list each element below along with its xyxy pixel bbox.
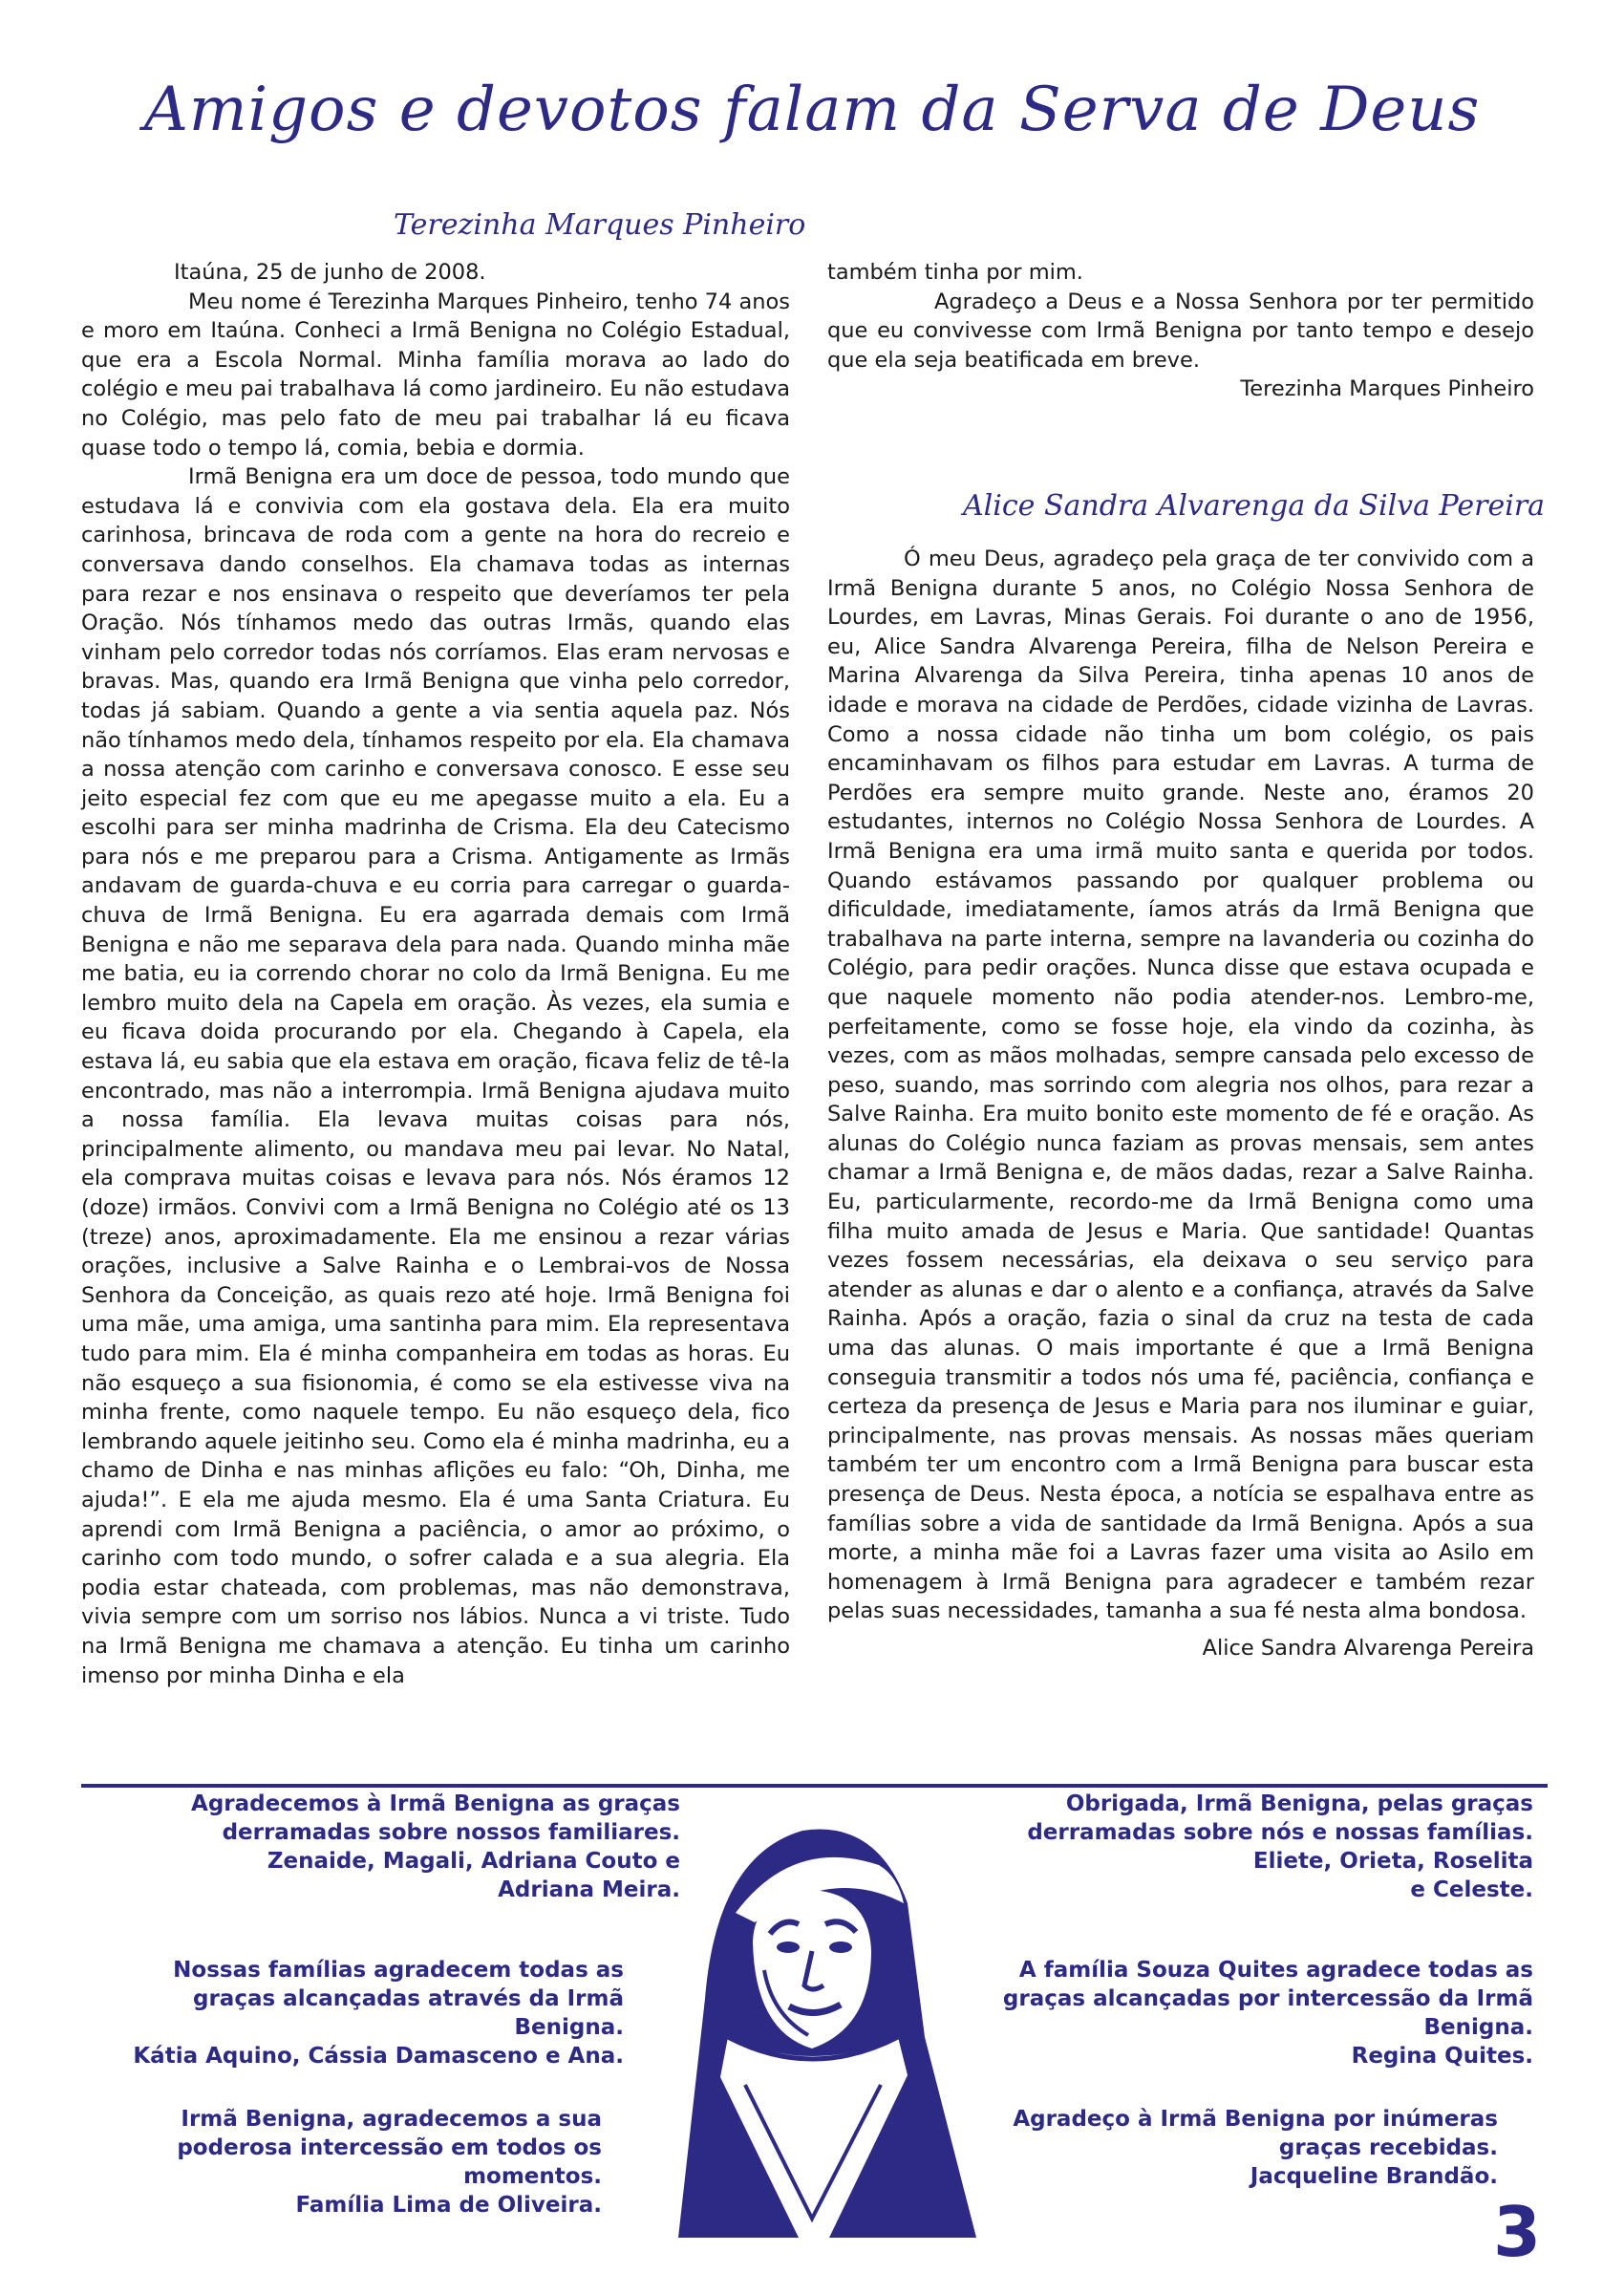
article-paragraph-tail: também tinha por mim.	[827, 260, 1083, 285]
thanks-line: Adriana Meira.	[498, 1877, 680, 1902]
thanks-line: Eliete, Orieta, Roselita	[1252, 1849, 1533, 1874]
thanks-line: Agradeço à Irmã Benigna por inúmeras	[1013, 2107, 1498, 2132]
thanks-line: Jacqueline Brandão.	[1250, 2164, 1498, 2189]
thanks-line: Obrigada, Irmã Benigna, pelas graças	[1065, 1791, 1533, 1816]
thanks-line: Kátia Aquino, Cássia Damasceno e Ana.	[133, 2044, 624, 2069]
thanks-line: graças alcançadas através da Irmã	[193, 1986, 624, 2011]
article-body-alice	[827, 545, 1534, 1663]
thanks-line: derramadas sobre nossos familiares.	[222, 1820, 680, 1845]
article-signature: Alice Sandra Alvarenga Pereira	[1202, 1635, 1534, 1661]
page-title: Amigos e devotos falam da Serva de Deus	[143, 75, 1481, 145]
thanks-line: Benigna.	[514, 2015, 624, 2040]
thanks-line: graças alcançadas por intercessão da Irmã	[1002, 1986, 1533, 2011]
thanks-line: Agradecemos à Irmã Benigna as graças	[191, 1791, 680, 1816]
thanks-line: derramadas sobre nós e nossas famílias.	[1027, 1820, 1533, 1845]
thanks-note-6	[955, 2105, 1498, 2191]
thanks-note-4	[955, 1790, 1533, 1904]
thanks-line: Zenaide, Magali, Adriana Couto e	[267, 1849, 680, 1874]
thanks-line: poderosa intercessão em todos os	[177, 2135, 602, 2160]
page-number: 3	[1493, 2192, 1542, 2272]
thanks-line: graças recebidas.	[1278, 2135, 1498, 2160]
article-paragraph: Meu nome é Terezinha Marques Pinheiro, tenho 74 anos e moro em Itaúna. Conheci a Irmã Benigna no Colégio Estadual, que era a Escola Normal. Minha família morava ao lado do colégio e meu pai trabalhava lá como jardineiro. Eu não estudava no Colégio, mas pelo fato de meu pai trabalhar lá eu ficava quase todo o tempo lá, comia, bebia e dormia.	[81, 289, 790, 461]
thanks-note-2	[115, 1956, 624, 2070]
article-paragraph: Agradeço a Deus e a Nossa Senhora por ter permitido que eu convivesse com Irmã Benigna por tanto tempo e desejo que ela seja beatificada em breve.	[827, 289, 1534, 373]
thanks-line: Benigna.	[1423, 2015, 1533, 2040]
thanks-note-3	[115, 2105, 602, 2220]
thanks-line: Família Lima de Oliveira.	[295, 2193, 602, 2218]
nun-portrait-icon	[621, 1798, 1003, 2238]
thanks-line: Irmã Benigna, agradecemos a sua	[181, 2107, 602, 2132]
thanks-note-5	[955, 1956, 1533, 2070]
article-signature: Terezinha Marques Pinheiro	[1240, 376, 1534, 402]
thanks-line: momentos.	[463, 2164, 602, 2189]
article-date: Itaúna, 25 de junho de 2008.	[174, 260, 486, 285]
thanks-line: Nossas famílias agradecem todas as	[173, 1958, 624, 1983]
article-paragraph: Ó meu Deus, agradeço pela graça de ter convivido com a Irmã Benigna durante 5 anos, no Colégio Nossa Senhora de Lourdes, em Lavras, Minas Gerais. Foi durante o ano de 1956, eu, Alice Sandra Alvarenga Pereira, filha de Nelson Pereira e Marina Alvarenga da Silva Pereira, tinha apenas 10 anos de idade e morava na cidade de Perdões, cidade vizinha de Lavras. Como a nossa cidade não tinha um bom colégio, os pais encaminhavam os filhos para estudar em Lavras. A turma de Perdões era sempre muito grande. Neste ano, éramos 20 estudantes, internos no Colégio Nossa Senhora de Lourdes. A Irmã Benigna era uma irmã muito santa e querida por todos. Quando estávamos passando por qualquer problema ou dificuldade, imediatamente, íamos atrás da Irmã Benigna que trabalhava na parte interna, sempre na lavanderia ou cozinha do Colégio, para pedir orações. Nunca disse que estava ocupada e que naquele momento não podia atender-nos. Lembro-me, perfeitamente, como se fosse hoje, ela vindo da cozinha, às vezes, com as mãos molhadas, sempre cansada pelo excesso de peso, suando, mas sorrindo com alegria nos olhos, para rezar a Salve Rainha. Era muito bonito este momento de fé e oração. As alunas do Colégio nunca faziam as provas mensais, sem antes chamar a Irmã Benigna e, de mãos dadas, rezar a Salve Rainha. Eu, particularmente, recordo-me da Irmã Benigna como uma filha muito amada de Jesus e Maria. Que santidade! Quantas vezes fossem necessárias, ela deixava o seu serviço para atender as alunas e dar o alento e a confiança, através da Salve Rainha. Após a oração, fazia o sinal da cruz na testa de cada uma das alunas. O mais importante é que a Irmã Benigna conseguia transmitir a todos nós uma fé, paciência, confiança e certeza da presença de Jesus e Maria para nos iluminar e guiar, principalmente, nas provas mensais. As nossas mães queriam também ter um encontro com a Irmã Benigna para buscar esta presença de Deus. Nesta época, a notícia se espalhava entre as famílias sobre a vida de santidade da Irmã Benigna. Após a sua morte, a minha mãe foi a Lavras fazer uma visita ao Asilo em homenagem à Irmã Benigna para agradecer e também rezar pelas suas necessidades, tamanha a sua fé nesta alma bondosa.	[827, 547, 1534, 1624]
thanks-line: A família Souza Quites agradece todas as	[1018, 1958, 1533, 1983]
thanks-note-1	[115, 1790, 680, 1904]
article-heading-alice: Alice Sandra Alvarenga da Silva Pereira	[963, 489, 1546, 523]
thanks-line: Regina Quites.	[1351, 2044, 1533, 2069]
thanks-line: e Celeste.	[1410, 1877, 1533, 1902]
article-body-terezinha-right	[827, 258, 1534, 404]
section-divider	[81, 1784, 1548, 1788]
article-paragraph-continued: Irmã Benigna era um doce de pessoa, todo mundo que estudava lá e convivia com ela gostava dela. Ela era muito carinhosa, brincava de roda com a gente na hora do recreio e conversava dando conselhos. Ela chamava todas as internas para rezar e nos ensinava o respeito que deveríamos ter pela Oração. Nós tínhamos medo das outras Irmãs, quando elas vinham pelo corredor todas nós corríamos. Elas eram nervosas e bravas. Mas, quando era Irmã Benigna que vinha pelo corredor, todas já sabiam. Quando a gente a via sentia aquela paz. Nós não tínhamos medo dela, tínhamos respeito por ela. Ela chamava a nossa atenção com carinho e conversava conosco. E esse seu jeito especial fez com que eu me apegasse muito a ela. Eu a escolhi para ser minha madrinha de Crisma. Ela deu Catecismo para nós e me preparou para a Crisma. Antigamente as Irmãs andavam de guarda-chuva e eu corria para carregar o guarda-chuva de Irmã Benigna. Eu era agarrada demais com Irmã Benigna e não me separava dela para nada. Quando minha mãe me batia, eu ia correndo chorar no colo da Irmã Benigna. Eu me lembro muito dela na Capela em oração. Às vezes, ela sumia e eu ficava doida procurando por ela. Chegando à Capela, ela estava lá, eu sabia que ela estava em oração, ficava feliz de tê-la encontrado, mas não a interrompia. Irmã Benigna ajudava muito a nossa família. Ela levava muitas coisas para nós, principalmente alimento, ou mandava meu pai levar. No Natal, ela comprava muitas coisas e levava para nós. Nós éramos 12 (doze) irmãos. Convivi com a Irmã Benigna no Colégio até os 13 (treze) anos, aproximadamente. Ela me ensinou a rezar várias orações, inclusive a Salve Rainha e o Lembrai-vos de Nossa Senhora da Conceição, as quais rezo até hoje. Irmã Benigna foi uma mãe, uma amiga, uma santinha para mim. Ela representava tudo para mim. Ela é minha companheira em todas as horas. Eu não esqueço a sua fisionomia, é como se ela estivesse viva na minha frente, como naquele tempo. Eu não esqueço dela, fico lembrando aquele jeitinho seu. Como ela é minha madrinha, eu a chamo de Dinha e nas minhas aflições eu falo: “Oh, Dinha, me ajuda!”. E ela me ajuda mesmo. Ela é uma Santa Criatura. Eu aprendi com Irmã Benigna a paciência, o amor ao próximo, o carinho com todo mundo, o sofrer calada e a sua alegria. Ela podia estar chateada, com problemas, mas não demonstrava, vivia sempre com um sorriso nos lábios. Nunca a vi triste. Tudo na Irmã Benigna me chamava a atenção. Eu tinha um carinho imenso por minha Dinha e ela	[81, 464, 790, 1688]
article-body-terezinha-left	[81, 258, 790, 1690]
article-heading-terezinha: Terezinha Marques Pinheiro	[394, 208, 806, 242]
